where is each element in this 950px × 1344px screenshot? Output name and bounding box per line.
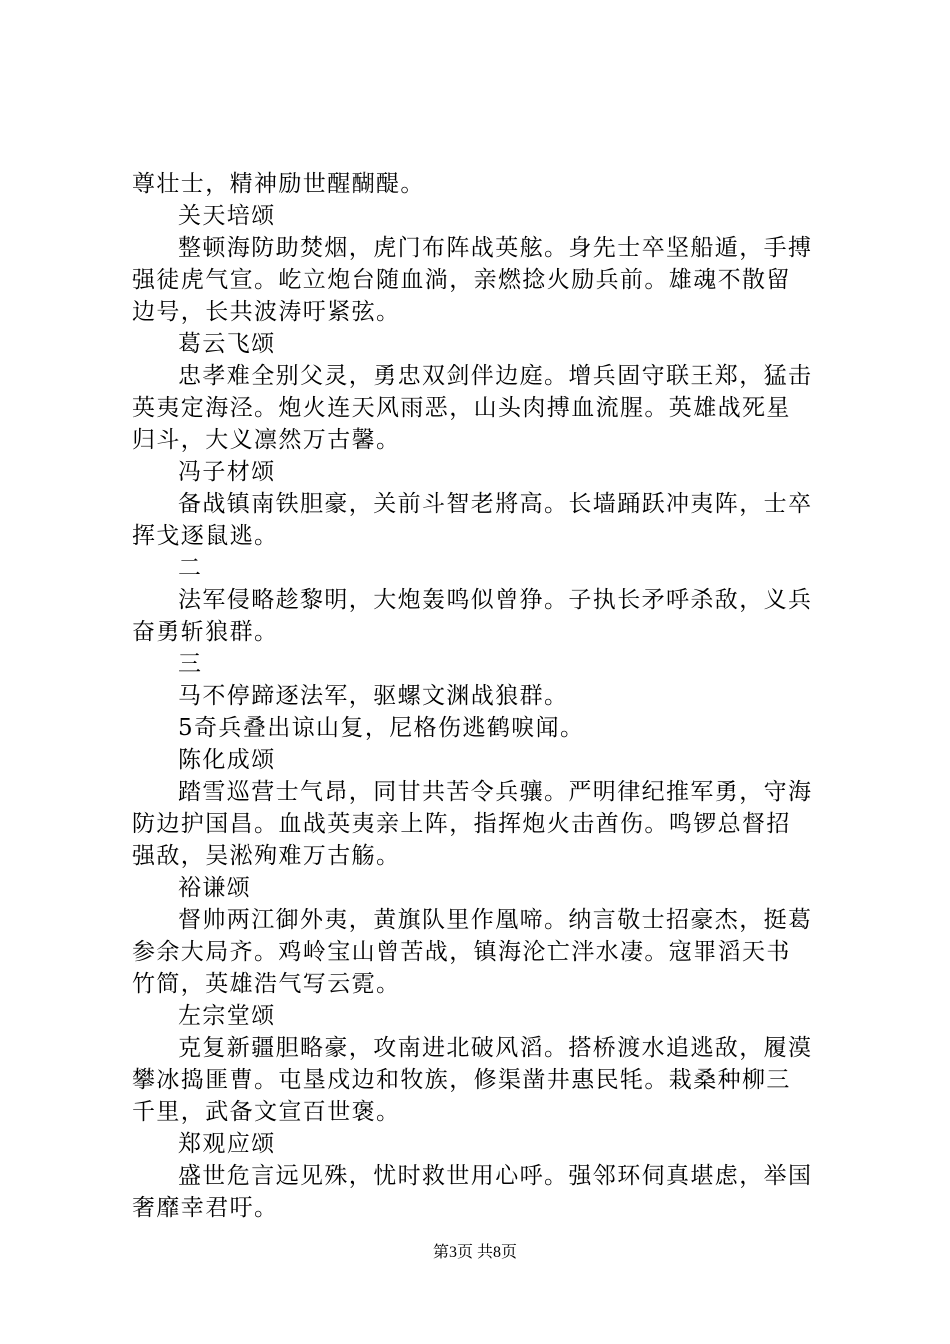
text-line: 奋勇斩狼群。 (132, 619, 279, 645)
text-line: 尊壮士，精神励世醒醐醍。 (132, 171, 425, 197)
text-line: 马不停蹄逐法军，驱螺文渊战狼群。 (178, 683, 569, 709)
text-line: 三 (178, 651, 203, 677)
text-line: 挥戈逐鼠逃。 (132, 523, 279, 549)
page-footer: 第3页 共8页 (432, 1244, 517, 1261)
text-line: 竹简，英雄浩气写云霓。 (132, 971, 401, 997)
text-line: 葛云飞颂 (178, 331, 276, 357)
text-line: 盛世危言远见殊，忧时救世用心呼。强邻环伺真堪虑，举国 (178, 1163, 813, 1189)
text-line: 归斗，大义凛然万古馨。 (132, 427, 401, 453)
text-line: 整顿海防助焚烟，虎门布阵战英舷。身先士卒坚船遁，手搏 (178, 235, 813, 261)
text-line: 备战镇南铁胆豪，关前斗智老將高。长墙踊跃冲夷阵，士卒 (178, 491, 813, 517)
text-line: 英夷定海泾。炮火连天风雨恶，山头肉搏血流腥。英雄战死星 (132, 395, 791, 421)
text-line: 冯子材颂 (178, 459, 276, 485)
document-body (132, 168, 834, 1224)
text-line: 左宗堂颂 (178, 1003, 276, 1029)
text-line: 边号，长共波涛吁紧弦。 (132, 299, 401, 325)
text-line: 郑观应颂 (178, 1131, 276, 1157)
text-line: 裕谦颂 (178, 875, 252, 901)
text-line: 督帅两江御外夷，黄旗队里作凰啼。纳言敬士招豪杰，挺葛 (178, 907, 813, 933)
text-line: 强敌，吴淞殉难万古觞。 (132, 843, 401, 869)
text-line: 踏雪巡营士气昂，同甘共苦令兵骧。严明律纪推军勇，守海 (178, 779, 813, 805)
text-line: 法军侵略趁黎明，大炮轰鸣似曾狰。子执长矛呼杀敌，义兵 (178, 587, 813, 613)
text-line: 二 (178, 555, 203, 581)
text-line: 5奇兵叠出谅山复，尼格伤逃鹤唳闻。 (178, 715, 585, 741)
text-line: 攀冰捣匪曹。屯垦戍边和牧族，修渠凿井惠民牦。栽桑种柳三 (132, 1067, 791, 1093)
text-line: 克复新疆胆略豪，攻南进北破风滔。搭桥渡水追逃敌，履漠 (178, 1035, 813, 1061)
text-line: 强徒虎气宣。屹立炮台随血淌，亲燃捻火励兵前。雄魂不散留 (132, 267, 791, 293)
text-line: 防边护国昌。血战英夷亲上阵，指挥炮火击酋伤。鸣锣总督招 (132, 811, 791, 837)
text-line: 奢靡幸君吁。 (132, 1195, 279, 1221)
text-line: 关天培颂 (178, 203, 276, 229)
text-line: 千里，武备文宣百世褒。 (132, 1099, 401, 1125)
text-line: 忠孝难全别父灵，勇忠双剑伴边庭。增兵固守联王郑，猛击 (178, 363, 813, 389)
text-line: 陈化成颂 (178, 747, 276, 773)
text-line: 参余大局齐。鸡岭宝山曾苦战，镇海沦亡泮水凄。寇罪滔天书 (132, 939, 791, 965)
